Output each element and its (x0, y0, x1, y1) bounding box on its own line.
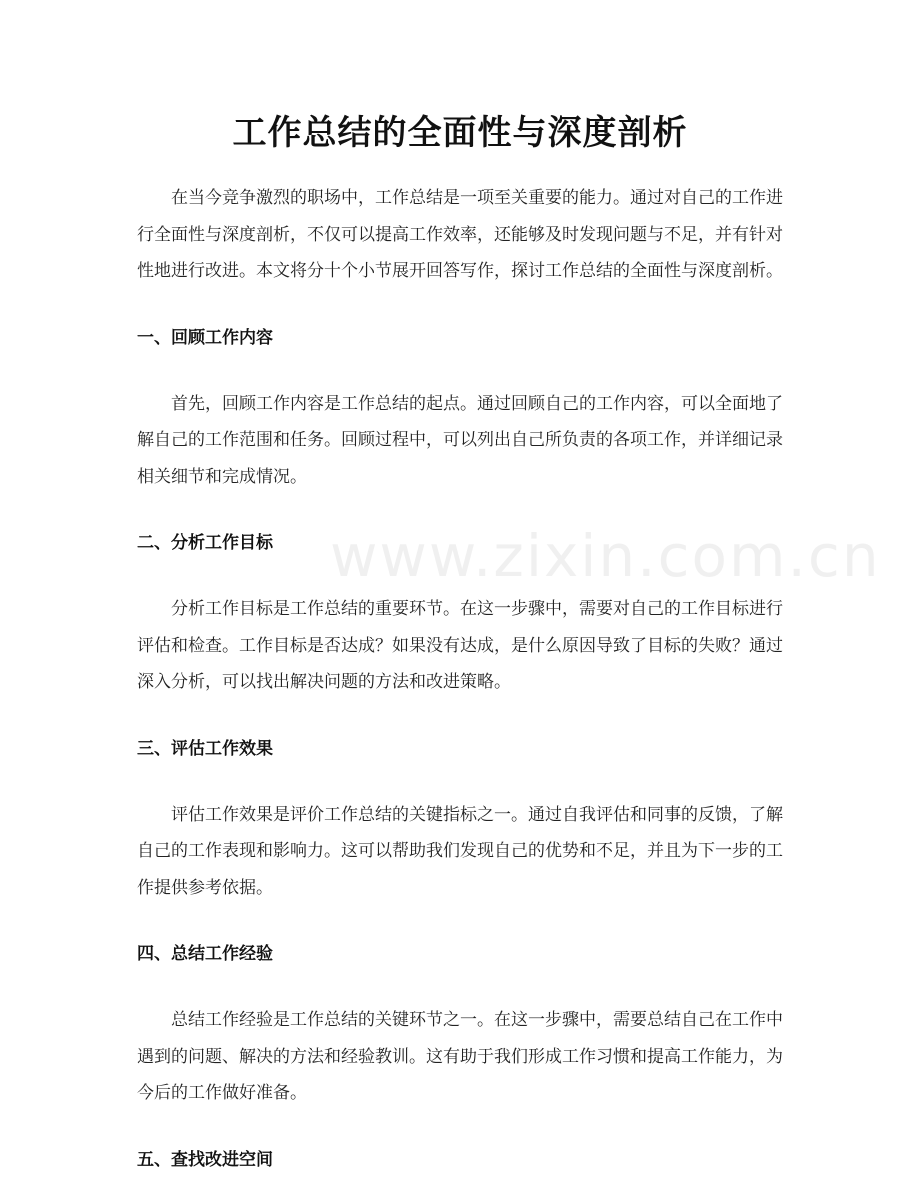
section-paragraph-2: 分析工作目标是工作总结的重要环节。在这一步骤中，需要对自己的工作目标进行评估和检查。工作目标是否达成？如果没有达成，是什么原因导致了目标的失败？通过深入分析，可以找出解决问题的方法和改进策略。 (137, 599, 783, 692)
section-heading-5: 五、查找改进空间 (137, 1149, 273, 1170)
section-paragraph-4: 总结工作经验是工作总结的关键环节之一。在这一步骤中，需要总结自己在工作中遇到的问题、解决的方法和经验教训。这有助于我们形成工作习惯和提高工作能力，为今后的工作做好准备。 (137, 1010, 783, 1103)
section-heading-2: 二、分析工作目标 (137, 533, 273, 553)
section-heading-1: 一、回顾工作内容 (137, 327, 273, 348)
section-heading-4: 四、总结工作经验 (137, 944, 273, 964)
document-body (137, 180, 783, 1178)
intro-paragraph: 在当今竞争激烈的职场中，工作总结是一项至关重要的能力。通过对自己的工作进行全面性与深度剖析，不仅可以提高工作效率，还能够及时发现问题与不足，并有针对性地进行改进。本文将分十个小节展开回答写作，探讨工作总结的全面性与深度剖析。 (137, 188, 783, 281)
section-paragraph-1: 首先，回顾工作内容是工作总结的起点。通过回顾自己的工作内容，可以全面地了解自己的工作范围和任务。回顾过程中，可以列出自己所负责的各项工作，并详细记录相关细节和完成情况。 (137, 393, 783, 487)
section-paragraph-3: 评估工作效果是评价工作总结的关键指标之一。通过自我评估和同事的反馈，了解自己的工作表现和影响力。这可以帮助我们发现自己的优势和不足，并且为下一步的工作提供参考依据。 (137, 804, 783, 898)
watermark: www.zixin.com.cn (330, 522, 881, 590)
section-heading-3: 三、评估工作效果 (137, 738, 273, 759)
document-title: 工作总结的全面性与深度剖析 (232, 113, 688, 153)
